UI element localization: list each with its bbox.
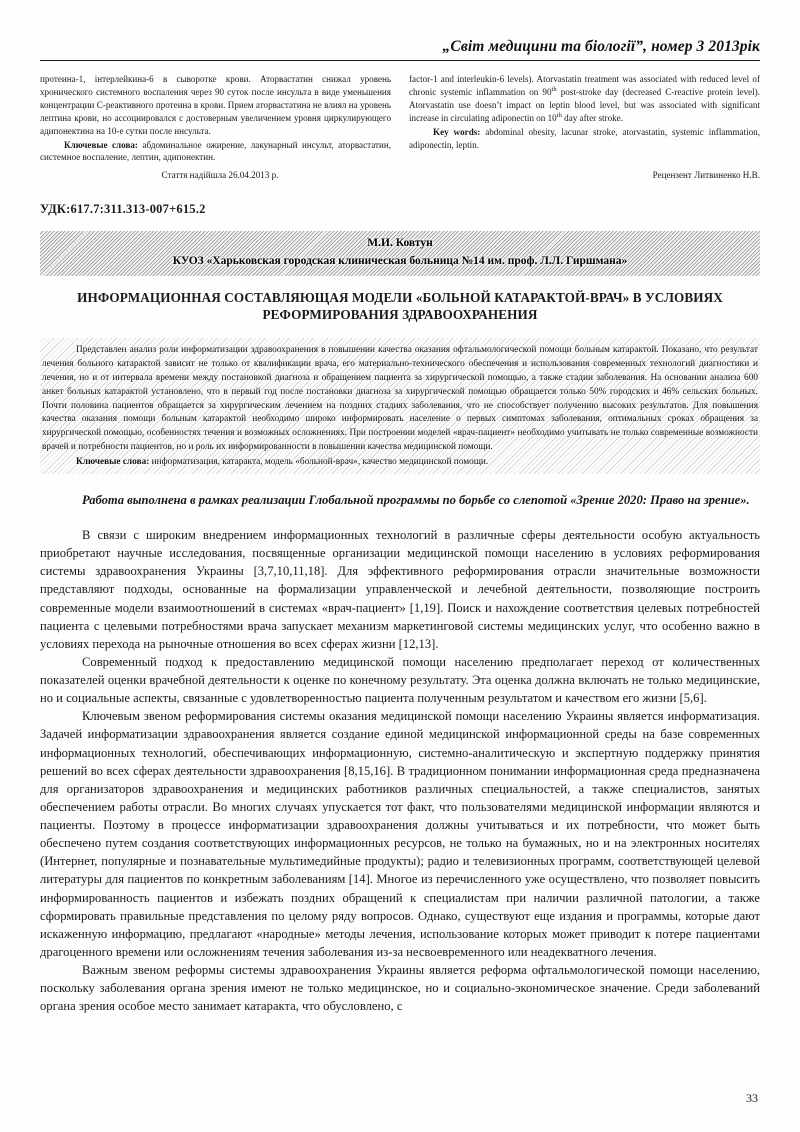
page-number: 33 [746,1091,758,1105]
running-head: „Світ медицини та біології”, номер 3 2013рік [442,38,760,55]
abstract-ru-text: протеина-1, інтерлейкина-6 в сыворотке крови. Аторвастатин снижал уровень хронического системного воспаления через 90 суток после инсульта в виде уменьшения концентрации С-реактивного протеина в крови. Прием аторвастатина не влиял на уровень лептина крови, но ассоциировался с достоверным увеличением уровня циркулирующего адипонектина на 10-е сутки после инсульта. [40,74,391,136]
funding-note: Работа выполнена в рамках реализации Глобальной программы по борьбе со слепотой «Зрение 2020: Право на зрение». [82,493,750,508]
keywords-label-ru: Ключевые слова: [64,139,138,150]
reviewer-name: Рецензент Литвиненко Н.В. [652,170,760,181]
keywords-list-main: информатизация, катаракта, модель «больной-врач», качество медицинской помощи. [149,457,489,468]
abstract-main-keywords [42,456,758,470]
received-date: Стаття надійшла 26.04.2013 р. [161,170,279,181]
keywords-label-main: Ключевые слова: [76,457,150,468]
header-rule [40,60,760,61]
abstract-en-part1: factor-1 and interleukin-6 levels). Atorvastatin treatment was associated with reduced level of chronic systemic inflammation on 90 [409,74,760,97]
abstract-main-text: Представлен анализ роли информатизации здравоохранения в повышении качества оказания офтальмологической помощи больным катарактой. Показано, что результат лечения больного катарактой зависит не только от квалификации врача, его материально-технического обеспечения и использования современных технологий диагностики и лечения, но и от интервала времени между постановкой диагноза и обращением пациента за хирургической помощью, а также стадии заболевания. На основании анализа 600 анкет больных катарактой установлено, что в первый год после постановки диагноза за хирургической помощью обращается только 50% городских и 46% сельских больных. Почти половина пациентов обращается за хирургическим лечением на поздних стадиях заболевания, что не способствует получению высоких результатов. Для повышения качества оказания помощи больным катарактой необходимо широко информировать население о первых симптомах заболевания, оптимальных сроках обращения за хирургической помощью, особенностях течения и возможных осложнениях. При построении моделей «врач-пациент» необходимо учитывать не только современные возможности врачей и потребности пациентов, но и роль их информированности в повышении качества медицинской помощи. [42,344,758,453]
abstract-english-column [409,73,760,151]
abstract-ru-keywords [40,139,391,165]
author-banner [40,231,760,276]
abstract-en-part3: day after stroke. [561,112,623,123]
udc-code: УДК:617.7:311.313-007+615.2 [40,202,206,217]
top-abstract-columns [40,73,760,164]
article-body [40,526,760,1015]
abstract-en-text [409,73,760,125]
submission-meta-row [40,170,760,180]
body-paragraph: Ключевым звеном реформирования системы оказания медицинской помощи населению Украины является информатизация. Задачей информатизации здравоохранения является создание единой медицинской информационной среды на базе современных информационных технологий, обеспечивающих информационную, системно-аналитическую и экспертную поддержку принятия решений во всех сферах деятельности здравоохранения [8,15,16]. В традиционном понимании информационная среда предназначена для организаторов здравоохранения и медицинских работников различных специальностей, а также специалистов, занятых обеспечением работы отрасли. Во многих случаях упускается тот факт, что пользователями медицинской информации являются и пациенты. Поэтому в процессе информатизации здравоохранения должны учитываться и их потребности, что может быть обеспечено путем создания соответствующих информационных ресурсов, не только на бумажных, но и на электронных носителях (Интернет, популярные и познавательные мультимедийные продукты); радио и телевизионных программ, соответствующей целевой литературы для пациентов по конкретным заболеваниям [14]. Многое из перечисленного уже осуществлено, что позволяет повысить информированность пациентов и избежать поздних обращений к специалистам при наличии различной патологии, а также сформировать правильные представления по целому ряду вопросов. Однако, существуют еще издания и программы, которые дают искаженную информацию, предлагают «народные» методы лечения, использование которых может приводит к потере пациентами драгоценного времени или осложнениям течения заболевания из-за несвоевременного или неадекватного лечения. [40,709,760,959]
keywords-label-en: Key words: [433,126,481,137]
article-title: ИНФОРМАЦИОННАЯ СОСТАВЛЯЮЩАЯ МОДЕЛИ «БОЛЬНОЙ КАТАРАКТОЙ-ВРАЧ» В УСЛОВИЯХ РЕФОРМИРОВАНИЯ ЗДРАВООХРАНЕНИЯ [77,289,723,322]
author-affiliation: КУОЗ «Харьковская городская клиническая больница №14 им. проф. Л.Л. Гиршмана» [172,255,628,268]
author-name: М.И. Ковтун [367,237,433,250]
keywords-list-en: abdominal obesity, lacunar stroke, atorvastatin, systemic inflammation, adiponectin, leptin. [409,126,760,150]
abstract-en-part2: post-stroke day (decreased C-reactive protein level). Atorvastatin use doesn’t impact on leptin blood level, but was associated with significant increase in circulating adiponectin on 10 [409,86,760,123]
abstract-russian-column [40,73,391,164]
keywords-list-ru: абдоминальное ожирение, лакунарный инсульт, аторвастатин, системное воспаление, лептин, адипонектин. [40,139,391,163]
body-paragraph: Важным звеном реформы системы здравоохранения Украины является реформа офтальмологической помощи населению, поскольку заболевания органа зрения имеют не только медицинское, но и социально-экономическое значение. Среди заболеваний органа зрения особое место занимает катаракта, что обусловлено, с [40,963,760,1014]
body-paragraph: Современный подход к предоставлению медицинской помощи населению предполагает переход от количественных показателей оценки врачебной деятельности к оценке по конечному результату. Эта оценка должна включать не только медицинские, но и социальные аспекты, связанные с удовлетворенностью пациента полученным результатом и качеством его жизни [5,6]. [40,654,760,706]
superscript-th-1: th [551,85,557,93]
abstract-en-keywords [409,126,760,152]
abstract-main-block [40,338,760,474]
body-paragraph: В связи с широким внедрением информационных технологий в различные сферы деятельности особую актуальность приобретают научные исследования, посвященные организации медицинской помощи населению в условиях реформирования системы здравоохранения Украины [3,7,10,11,18]. Для эффективного реформирования отрасли значительные возможности представляют подходы, основанные на формализации управленческой и лечебной деятельности, позволяющие построить современные модели взаимоотношений в системах «врач-пациент» [1,19]. Поиск и нахождение соответствия целевых потребностей пациента с целевыми потребностями врача запускает механизм маркетинговой системы медицинских услуг, что особенно важно в условиях перехода на рыночные отношения во всех сферах жизни [12,13]. [40,528,760,651]
superscript-th-2: th [556,111,562,119]
